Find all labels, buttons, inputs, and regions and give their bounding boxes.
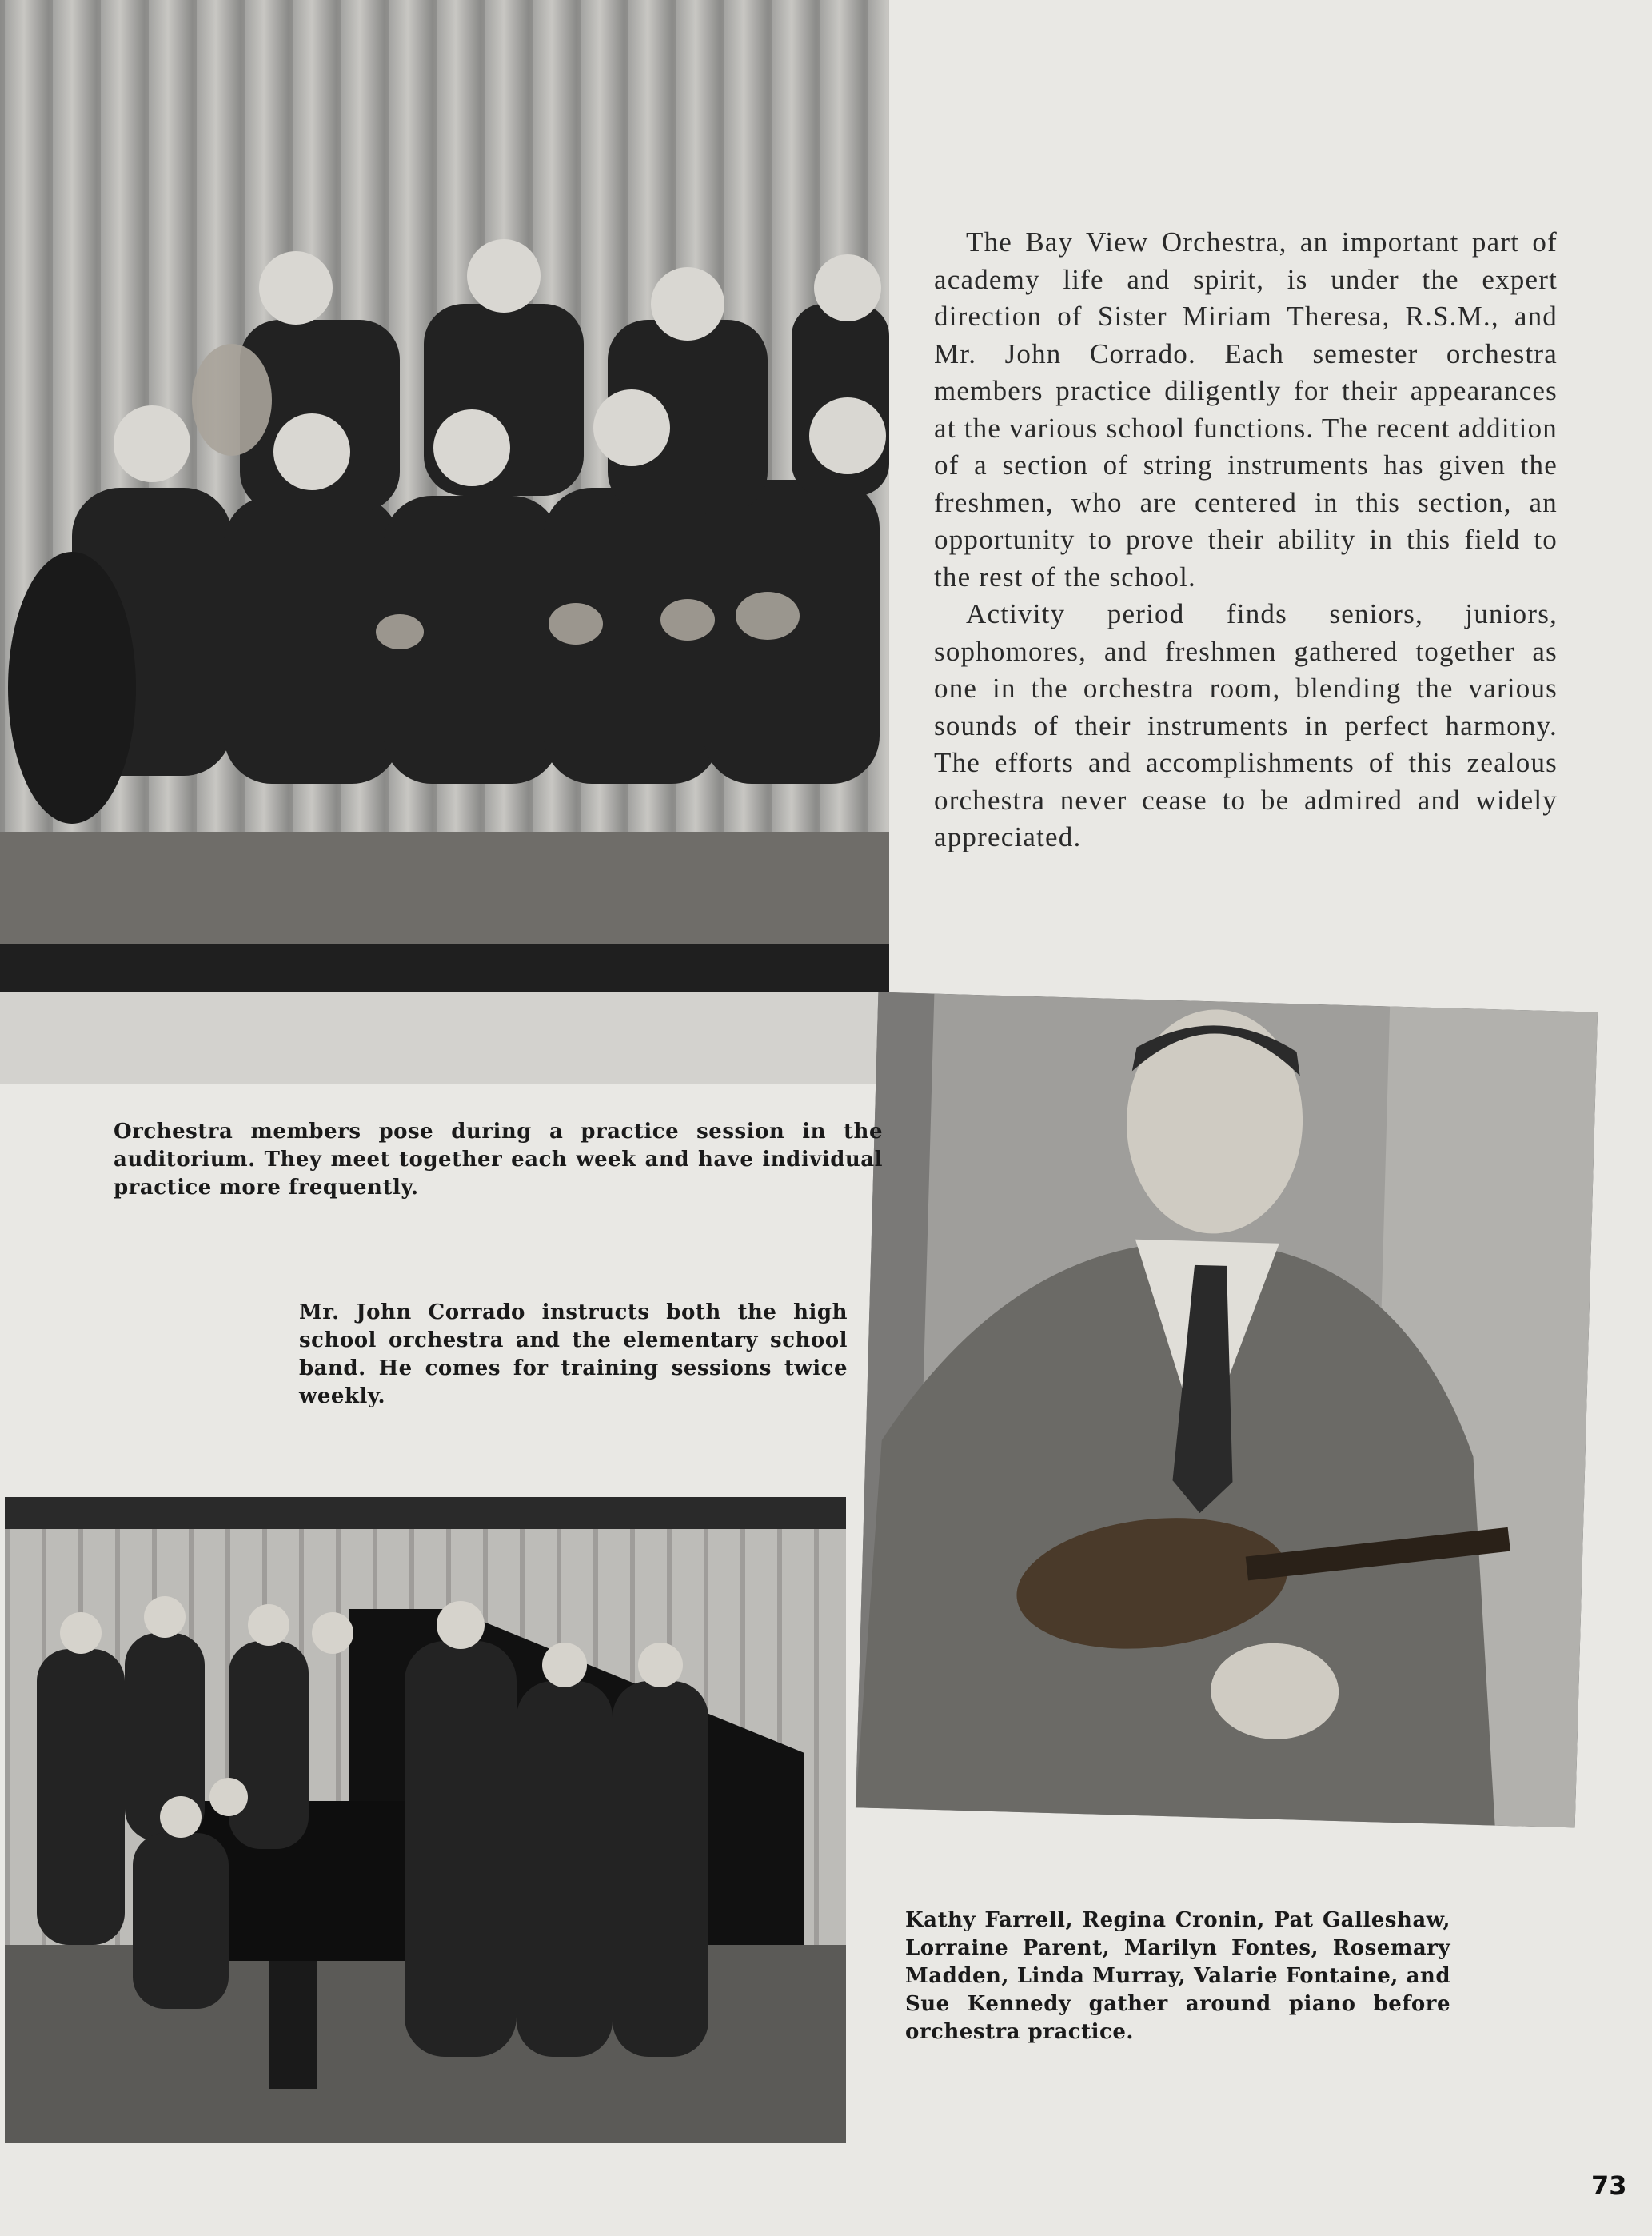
page-number: 73 — [1591, 2170, 1627, 2201]
article-paragraph-2: Activity period finds seniors, juniors, sophomores, and freshmen gathered together as one in the orchestra room, blending the various sounds of their instruments in perfect harmony. The efforts and accomplishments of this zealous orchestra never cease to be admired and widely appreciated. — [934, 598, 1558, 852]
piano-group-photo-icon — [5, 1497, 846, 2143]
piano-photo — [5, 1497, 846, 2143]
corrado-photo — [856, 992, 1598, 1828]
corrado-caption: Mr. John Corrado instructs both the high school orchestra and the elementary school band. He comes for training sessions twice weekly. — [299, 1300, 848, 1408]
article-body — [934, 224, 1558, 856]
piano-caption: Kathy Farrell, Regina Cronin, Pat Galleshaw, Lorraine Parent, Marilyn Fontes, Rosemary Madden, Linda Murray, Valarie Fontaine, and Sue Kennedy gather around piano before orchestra practice. — [905, 1908, 1450, 2044]
orchestra-photo — [0, 0, 889, 1084]
article-paragraph-1: The Bay View Orchestra, an important part of academy life and spirit, is under the expert direction of Sister Miriam Theresa, R.S.M., and Mr. John Corrado. Each semester orchestra members practice diligently for their appearances at the various school functions. The recent addition of a section of string instruments has given the freshmen, who are centered in this section, an opportunity to prove their ability in this field to the rest of the school. — [934, 226, 1558, 593]
violinist-portrait-photo-icon — [856, 992, 1598, 1828]
orchestra-group-photo-icon — [0, 0, 889, 1084]
orchestra-caption: Orchestra members pose during a practice session in the auditorium. They meet together each week and have individual practice more frequently. — [114, 1120, 883, 1200]
